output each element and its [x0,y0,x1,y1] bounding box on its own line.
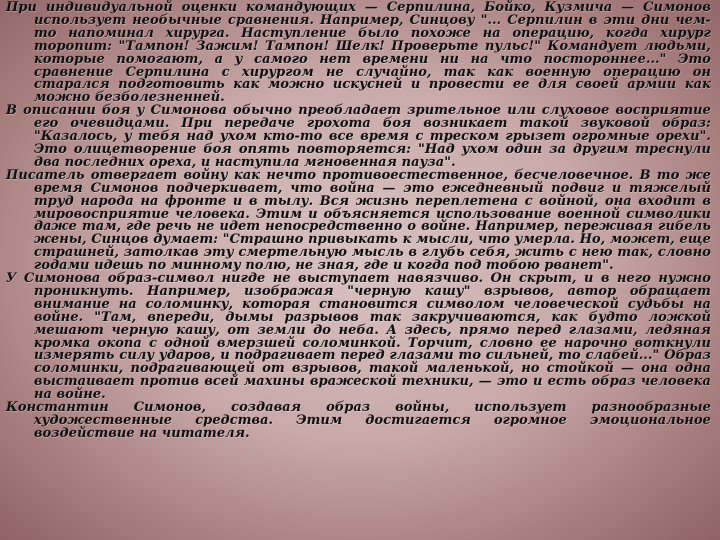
paragraph-3 [6,167,711,274]
paragraph-1 [6,2,711,105]
paragraph-4 [6,273,711,402]
paragraph-3-text: Писатель отвергает войну как нечто противоестественное, бесчеловечное. В то же время Симонов подчеркивает, что война — это ежедневный подвиг и тяжелый труд народа на фронте и в тылу. Вся жизнь переплетена с войной, она входит в мировосприятие человека. Этим и объясняется использование военной символики даже там, где речь не идет непосредственно о войне. Например, переживая гибель жены, Синцов думает: "Страшно привыкать к мысли, что умерла. Но, может, еще страшней, затолкав эту смертельную мысль в глубь себя, жить с нею так, словно годами идешь по минному полю, не зная, где и когда под тобою рванет". [6,167,711,274]
paragraph-1-text: При индивидуальной оценки командующих — Серпилина, Бойко, Кузмича — Симонов использует необычные сравнения. Например, Синцову "... Серпилин в эти дни чем-то напоминал хирурга. Наступление было похоже на операцию, когда хирург торопит: "Тампон! Зажим! Тампон! Шелк! Проверьте пульс!" Командует людьми, которые помогают, а у самого нет времени ни на что постороннее..." Это сравнение Серпилина с хирургом не случайно, так как военную операцию он старался подготовить как можно искусней и провести ее для своей армии как можно безболезненней. [6,0,711,106]
paragraph-4-text: У Симонова образ-символ нигде не выступает навязчиво. Он скрыт, и в него нужно проникнуть. Например, изображая "черную кашу" взрывов, автор обращает внимание на соломинку, которая становится символом человеческой судьбы на войне. "Там, впереди, дымы разрывов так закручиваются, как будто ложкой мешают черную кашу, от земли до неба. А здесь, прямо перед глазами, ледяная кромка окопа с одной вмерзшей соломинкой. Торчит, словно ее нарочно воткнули измерять силу ударов, и подрагивает перед глазами то сильней, то слабей..." Образ соломинки, подрагивающей от взрывов, такой маленькой, но стойкой — она одна выстаивает против всей махины вражеской техники, — это и есть образ человека на войне. [6,271,711,403]
paragraph-2 [6,105,711,170]
paragraph-5-text: Константин Симонов, создавая образ войны, использует разнообразные художественные средства. Этим достигается огромное эмоциональное воздействие на читателя. [6,400,711,441]
paragraph-5 [6,402,711,441]
paragraph-2-text: В описании боя у Симонова обычно преобладает зрительное или слуховое восприятие его очевидцами. При передаче грохота боя возникает такой звуковой образ: "Казалось, у тебя над ухом кто-то все время с треском грызет огромные орехи". Это олицетворение боя опять повторяется: "Над ухом один за другим треснули два последних ореха, и наступила мгновенная пауза". [6,103,711,170]
